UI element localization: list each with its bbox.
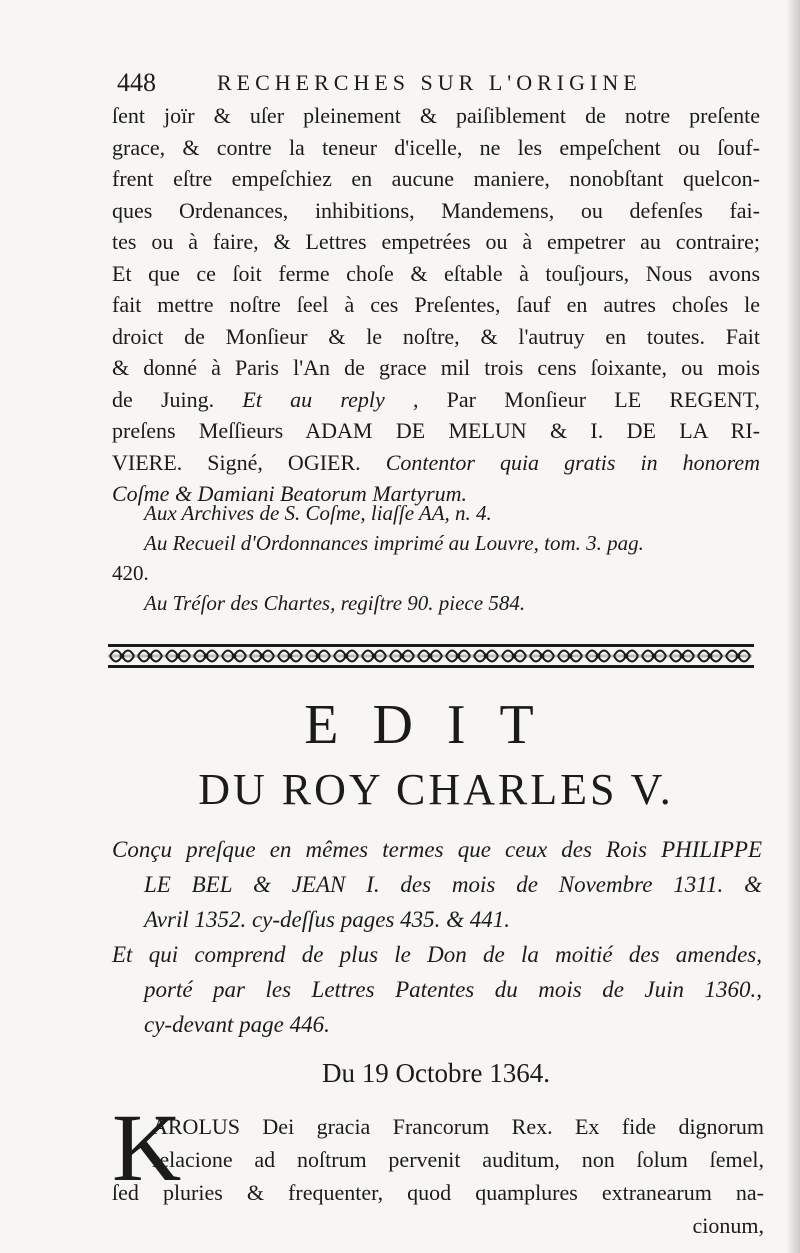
reference-line: Aux Archives de S. Coſme, liaſſe AA, n. 4.: [144, 501, 492, 525]
opening-line: AROLUS Dei gracia Francorum Rex. Ex fide dignorum: [152, 1114, 764, 1139]
body-line: ques Ordenances, inhibitions, Mandemens, ou defenſes fai-: [112, 197, 760, 223]
drop-cap: K: [112, 1094, 182, 1201]
body-line-part: , Par Monſieur LE REGENT,: [412, 386, 761, 412]
body-line: & donné à Paris l'An de grace mil trois cens ſoixante, ou mois: [112, 355, 760, 380]
summary-line: porté par les Lettres Patentes du mois de Juin 1360.,: [144, 977, 762, 1002]
running-title: RECHERCHES SUR L'ORIGINE: [217, 70, 642, 95]
body-line: ſent joïr & uſer pleinement & paiſiblement de notre preſente: [112, 103, 760, 128]
body-line-part: VIERE. Signé, OGIER.: [112, 449, 361, 475]
opening-line: ſed pluries & frequenter, quod quamplures extranearum na-: [112, 1180, 764, 1205]
body-line: grace, & contre la teneur d'icelle, ne les empeſchent ou ſouf-: [112, 134, 760, 160]
dateline: Du 19 Octobre 1364.: [322, 1058, 550, 1088]
opening-paragraph: [112, 1094, 764, 1242]
page-number: 448: [117, 68, 156, 97]
body-line: Coſme & Damiani Beatorum Martyrum.: [112, 481, 468, 506]
body-line-italic: Contentor quia gratis in honorem: [385, 449, 760, 475]
body-text: [112, 100, 760, 510]
body-line: [112, 447, 760, 479]
body-line-italic: Et au reply: [242, 386, 385, 412]
summary-line: Conçu preſque en mêmes termes que ceux des Rois PHILIPPE: [112, 837, 762, 862]
opening-line: cionum,: [692, 1213, 764, 1238]
body-line: Et que ce ſoit ferme choſe & eſtable à touſjours, Nous avons: [112, 260, 760, 286]
ornament-divider: [108, 642, 754, 670]
document-title: EDIT: [304, 694, 568, 756]
source-references: [112, 498, 760, 618]
document-subtitle: DU ROY CHARLES V.: [198, 765, 674, 814]
body-line: droict de Monſieur & le noſtre, & l'autruy en toutes. Fait: [112, 323, 760, 349]
reference-line: 420.: [112, 561, 149, 585]
body-line-part: de Juing.: [112, 386, 215, 412]
reference-line: Au Recueil d'Ordonnances imprimé au Louvre, tom. 3. pag.: [144, 531, 644, 555]
body-line: fait mettre noſtre ſeel à ces Preſentes, ſauf en autres choſes le: [112, 292, 760, 317]
opening-line: relacione ad noſtrum pervenit auditum, non ſolum ſemel,: [152, 1147, 764, 1172]
body-line: [112, 384, 760, 416]
body-line: frent eſtre empeſchiez en aucune maniere, nonobſtant quelcon-: [112, 166, 760, 191]
summary-line: cy-devant page 446.: [144, 1012, 330, 1037]
body-line: preſens Meſſieurs ADAM DE MELUN & I. DE LA RI-: [112, 418, 760, 443]
summary-line: Et qui comprend de plus le Don de la moitié des amendes,: [112, 942, 762, 967]
summary-line: Avril 1352. cy-deſſus pages 435. & 441.: [144, 907, 511, 932]
summary-line: LE BEL & JEAN I. des mois de Novembre 1311. &: [144, 872, 762, 897]
document-summary: [112, 832, 762, 1042]
reference-line: Au Tréſor des Chartes, regiſtre 90. piece 584.: [144, 591, 526, 615]
body-line: tes ou à faire, & Lettres empetrées ou à empetrer au contraire;: [112, 229, 760, 254]
